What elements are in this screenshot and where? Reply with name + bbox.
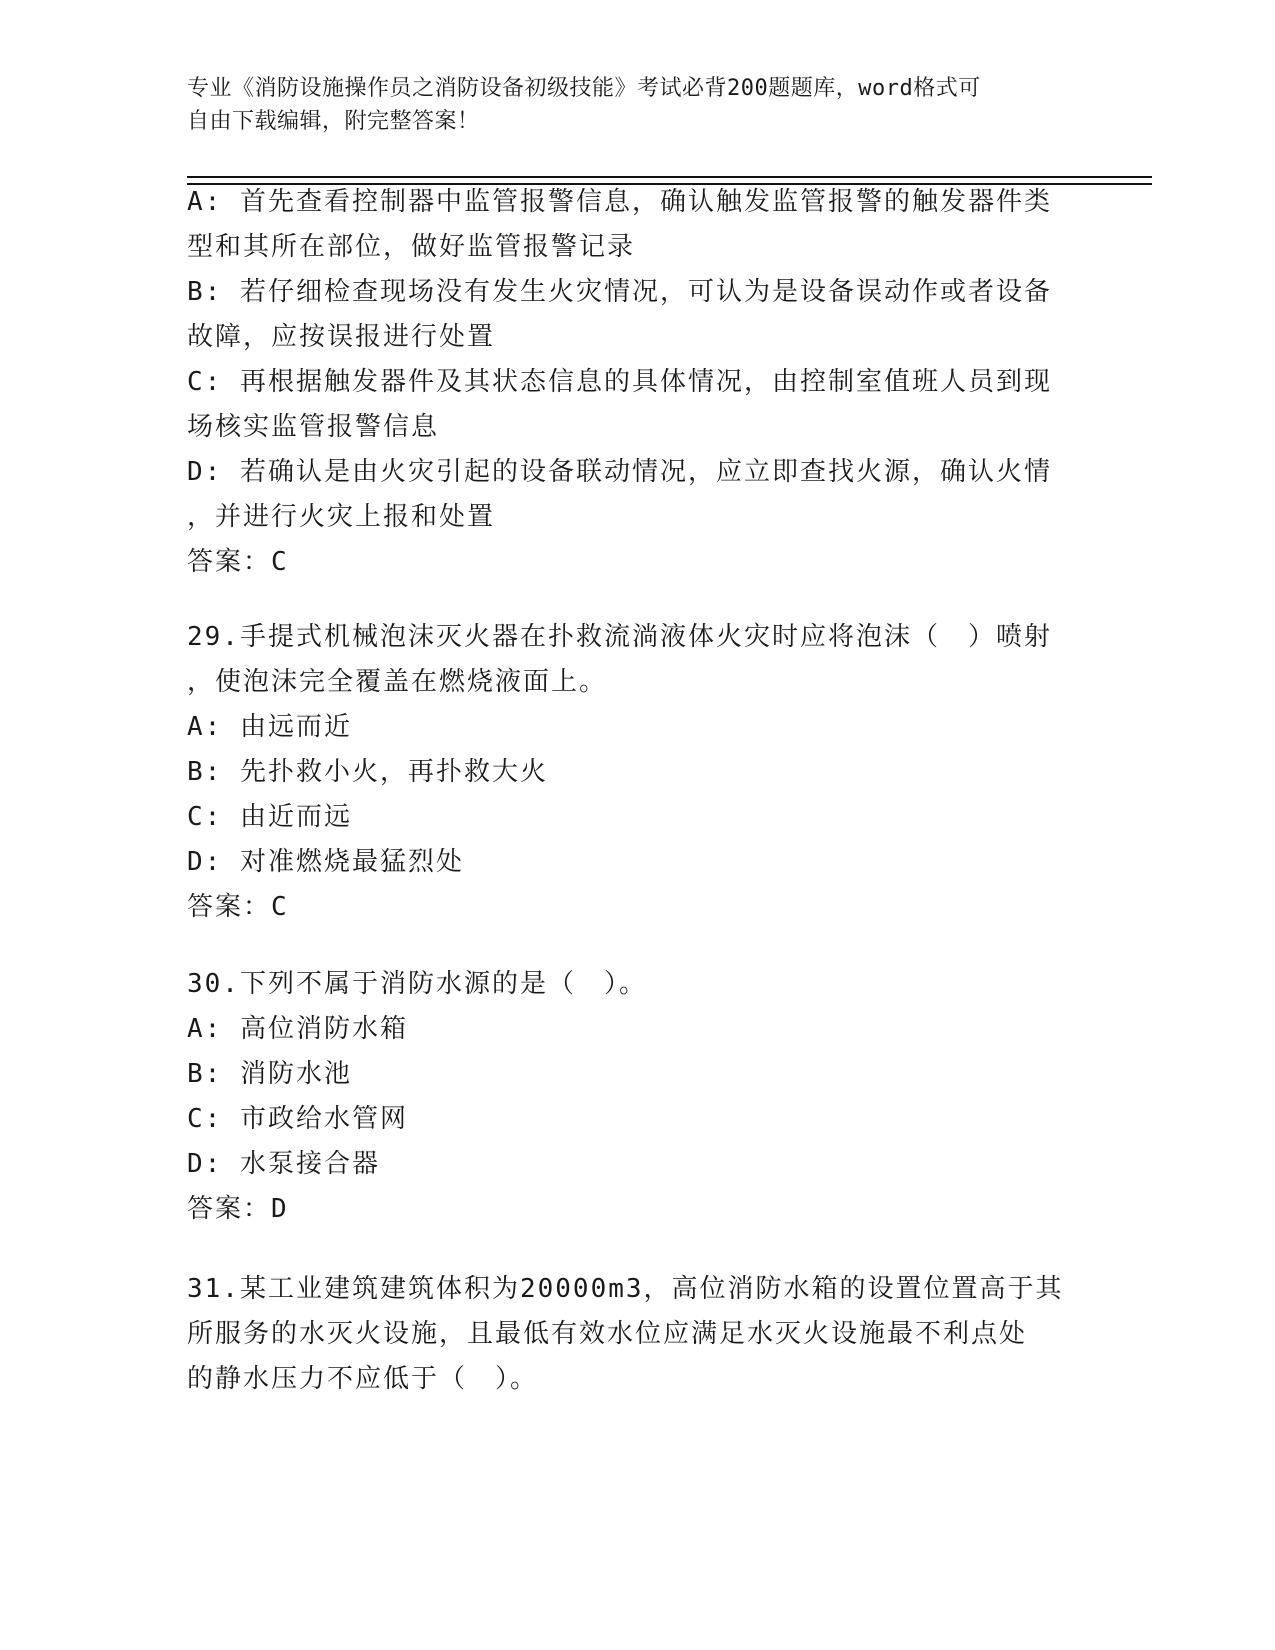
question-stem: 所服务的水灭火设施，且最低有效水位应满足水灭火设施最不利点处 — [187, 1319, 1028, 1349]
option-line: C: 由近而远 — [187, 802, 352, 832]
header-line: 专业《消防设施操作员之消防设备初级技能》考试必背200题题库，word格式可 — [187, 76, 981, 101]
question-stem: 29.手提式机械泡沫灭火器在扑救流淌液体火灾时应将泡沫（ ）喷射 — [187, 622, 1052, 652]
header-divider — [187, 176, 1152, 178]
option-line: D: 水泵接合器 — [187, 1149, 380, 1179]
question-30 — [187, 962, 1087, 1232]
option-line: B: 若仔细检查现场没有发生火灾情况，可认为是设备误动作或者设备 — [187, 277, 1052, 307]
question-stem: 31.某工业建筑建筑体积为20000m3，高位消防水箱的设置位置高于其 — [187, 1274, 1064, 1304]
question-29 — [187, 615, 1087, 930]
answer-text: 答案：C — [187, 892, 289, 922]
option-line: ，并进行火灾上报和处置 — [187, 502, 496, 532]
option-line: A: 由远而近 — [187, 712, 352, 742]
option-line: C: 市政给水管网 — [187, 1104, 408, 1134]
question-stem: 的静水压力不应低于（ ）。 — [187, 1364, 539, 1394]
option-line: 型和其所在部位，做好监管报警记录 — [187, 232, 636, 262]
question-stem: ，使泡沫完全覆盖在燃烧液面上。 — [187, 667, 608, 697]
document-header — [187, 72, 1067, 138]
question-stem: 30.下列不属于消防水源的是（ ）。 — [187, 969, 647, 999]
option-line: A: 首先查看控制器中监管报警信息，确认触发监管报警的触发器件类 — [187, 187, 1052, 217]
question-28 — [187, 180, 1087, 585]
option-line: B: 先扑救小火，再扑救大火 — [187, 757, 548, 787]
option-line: C: 再根据触发器件及其状态信息的具体情况，由控制室值班人员到现 — [187, 367, 1052, 397]
question-31 — [187, 1267, 1087, 1402]
option-line: 场核实监管报警信息 — [187, 412, 440, 442]
header-line: 自由下载编辑，附完整答案！ — [187, 109, 480, 134]
option-line: 故障，应按误报进行处置 — [187, 322, 496, 352]
option-line: D: 对准燃烧最猛烈处 — [187, 847, 464, 877]
answer-text: 答案：D — [187, 1194, 289, 1224]
option-line: B: 消防水池 — [187, 1059, 352, 1089]
option-line: D: 若确认是由火灾引起的设备联动情况，应立即查找火源，确认火情 — [187, 457, 1052, 487]
option-line: A: 高位消防水箱 — [187, 1014, 408, 1044]
answer-text: 答案：C — [187, 547, 289, 577]
